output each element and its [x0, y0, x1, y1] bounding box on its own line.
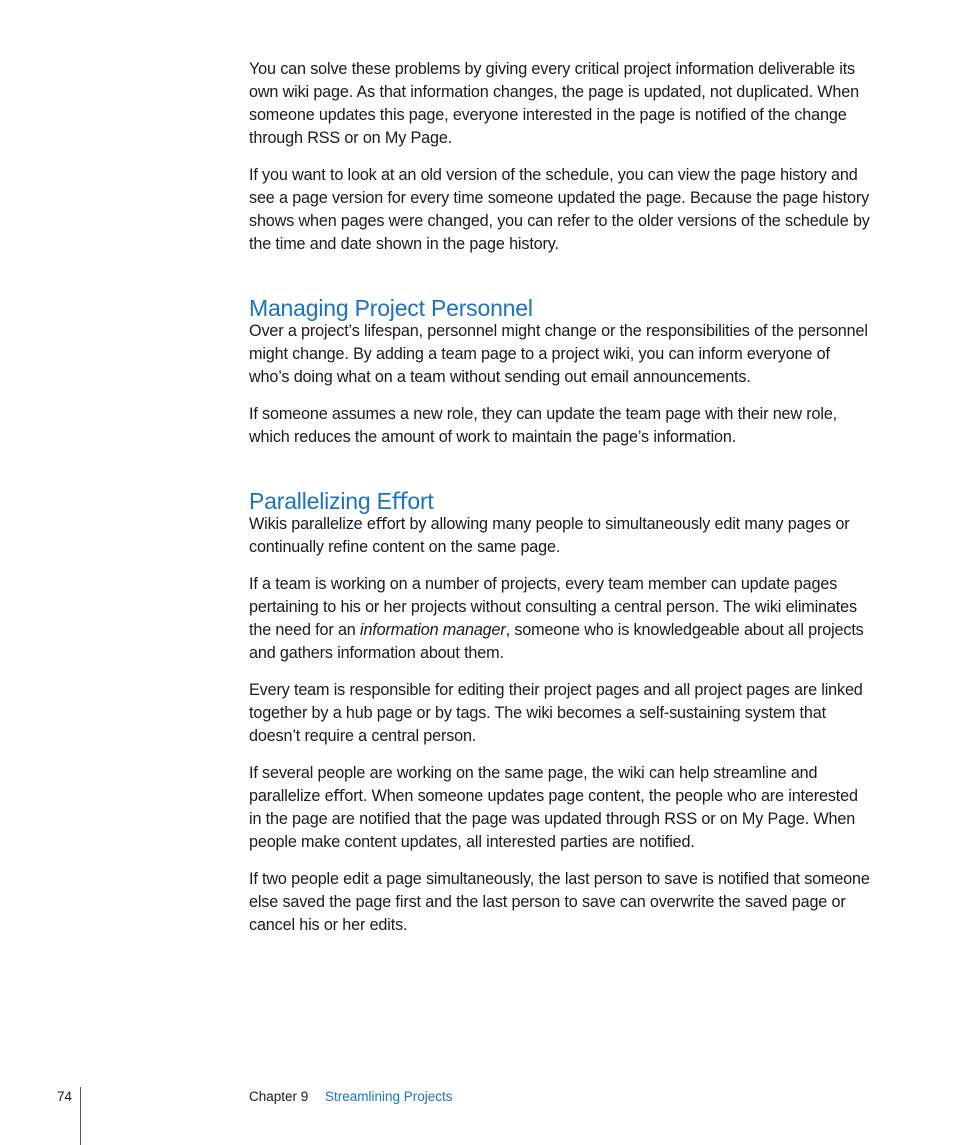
section-title-effort: Parallelizing Eﬀort: [249, 488, 434, 514]
page-content: [249, 58, 874, 951]
page-number: 74: [56, 1089, 72, 1104]
term-information-manager: information manager: [360, 621, 506, 639]
chapter-title-link[interactable]: Streamlining Projects: [325, 1089, 453, 1104]
section-title-personnel: Managing Project Personnel: [249, 295, 533, 321]
effort-paragraph-3: Every team is responsible for editing their project pages and all project pages are linked together by a hub page or by tags. The wiki becomes a self-sustaining system that doesn’t require a central person.: [249, 681, 863, 745]
effort-paragraph-2-start: If a team is working on a number of projects, every team member can update pages pertaining to his or her projects without consulting a central person. The wiki eliminates the need for an: [249, 575, 857, 639]
intro-paragraph-1: You can solve these problems by giving every critical project information deliverable its own wiki page. As that information changes, the page is updated, not duplicated. When someone updates this page, everyone interested in the page is notified of the change through RSS or on My Page.: [249, 60, 859, 147]
effort-paragraph-1: Wikis parallelize eﬀort by allowing many people to simultaneously edit many pages or continually reﬁne content on the same page.: [249, 515, 850, 556]
effort-paragraph-2: [249, 573, 874, 665]
intro-paragraph-2: If you want to look at an old version of the schedule, you can view the page history and see a page version for every time someone updated the page. Because the page history shows when pages were changed, you can refer to the older versions of the schedule by the time and date shown in the page history.: [249, 166, 870, 253]
footer-divider: [80, 1087, 81, 1145]
personnel-paragraph-2: If someone assumes a new role, they can update the team page with their new role, which reduces the amount of work to maintain the page’s information.: [249, 405, 838, 446]
effort-paragraph-2-end: , someone who is knowledgeable about all projects and gathers information about them.: [249, 621, 864, 662]
page-footer: [0, 1087, 954, 1145]
effort-paragraph-5: If two people edit a page simultaneously, the last person to save is notiﬁed that someone else saved the page ﬁrst and the last person to save can overwrite the saved page or cancel his or her edits.: [249, 870, 870, 934]
chapter-label: Chapter 9: [249, 1089, 309, 1104]
effort-paragraph-4: If several people are working on the same page, the wiki can help streamline and parallelize eﬀort. When someone updates page content, the people who are interested in the page are notiﬁed that the page was updated through RSS or on My Page. When people make content updates, all interested parties are notiﬁed.: [249, 764, 858, 851]
personnel-paragraph-1: Over a project’s lifespan, personnel might change or the responsibilities of the personnel might change. By adding a team page to a project wiki, you can inform everyone of who’s doing what on a team without sending out email announcements.: [249, 322, 868, 386]
